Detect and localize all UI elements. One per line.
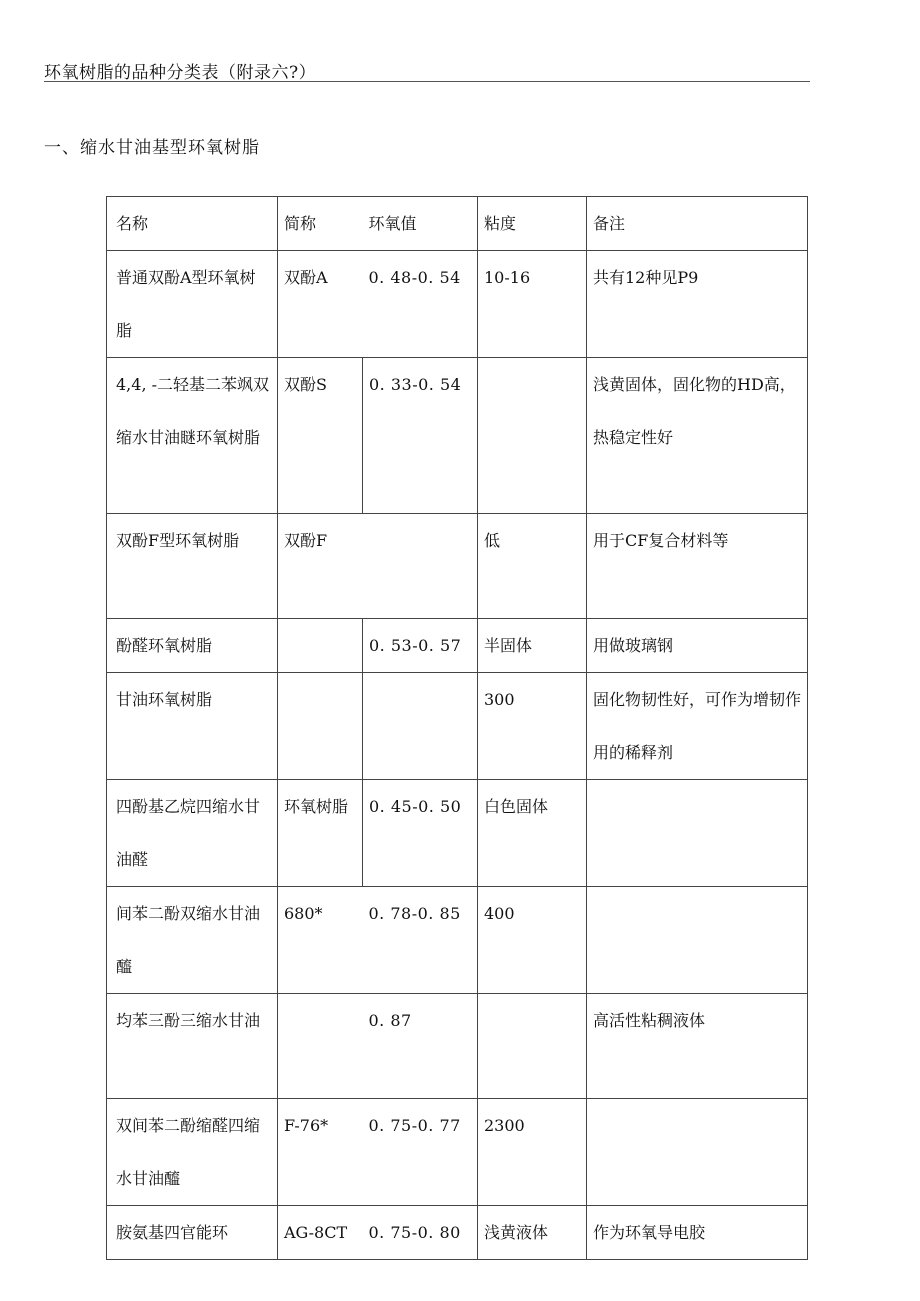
cell-viscosity	[478, 358, 587, 514]
cell-epoxy: 0. 45-0. 50	[363, 780, 478, 887]
cell-epoxy: 0. 78-0. 85	[363, 887, 478, 994]
cell-abbr	[278, 619, 363, 673]
header-note: 备注	[587, 197, 808, 251]
cell-viscosity	[478, 994, 587, 1099]
cell-abbr: AG-8CT	[278, 1206, 363, 1260]
cell-epoxy: 0. 75-0. 80	[363, 1206, 478, 1260]
cell-epoxy: 0. 75-0. 77	[363, 1099, 478, 1206]
cell-note: 高活性粘稠液体	[587, 994, 808, 1099]
table-row	[107, 673, 808, 780]
cell-name: 双酚F型环氧树脂	[107, 514, 278, 619]
cell-abbr: 环氧树脂	[278, 780, 363, 887]
cell-name: 四酚基乙烷四缩水甘油醛	[107, 780, 278, 887]
cell-name: 普通双酚A型环氧树脂	[107, 251, 278, 358]
header-name: 名称	[107, 197, 278, 251]
table-row	[107, 619, 808, 673]
table-row	[107, 514, 808, 619]
header-epoxy: 环氧值	[363, 197, 478, 251]
cell-viscosity: 半固体	[478, 619, 587, 673]
cell-abbr: 双酚F	[278, 514, 363, 619]
cell-viscosity: 2300	[478, 1099, 587, 1206]
cell-epoxy	[363, 514, 478, 619]
cell-name: 4,4, -二轻基二苯飒双缩水甘油瞇环氧树脂	[107, 358, 278, 514]
header-rule	[44, 81, 810, 82]
table-row	[107, 251, 808, 358]
cell-abbr: 双酚S	[278, 358, 363, 514]
cell-epoxy: 0. 48-0. 54	[363, 251, 478, 358]
cell-name: 均苯三酚三缩水甘油	[107, 994, 278, 1099]
cell-note: 用于CF复合材料等	[587, 514, 808, 619]
cell-abbr	[278, 673, 363, 780]
table-row	[107, 1206, 808, 1260]
cell-note	[587, 887, 808, 994]
table-row	[107, 780, 808, 887]
cell-note: 共有12种见P9	[587, 251, 808, 358]
cell-viscosity: 低	[478, 514, 587, 619]
header-viscosity: 粘度	[478, 197, 587, 251]
table-row	[107, 887, 808, 994]
table-header-row	[107, 197, 808, 251]
cell-name: 双间苯二酚缩醛四缩水甘油醯	[107, 1099, 278, 1206]
header-abbr: 简称	[278, 197, 363, 251]
cell-epoxy: 0. 87	[363, 994, 478, 1099]
cell-abbr: F-76*	[278, 1099, 363, 1206]
cell-note: 浅黄固体，固化物的HD高，热稳定性好	[587, 358, 808, 514]
cell-viscosity: 白色固体	[478, 780, 587, 887]
cell-viscosity: 400	[478, 887, 587, 994]
cell-abbr: 680*	[278, 887, 363, 994]
cell-note: 固化物韧性好，可作为增韧作用的稀释剂	[587, 673, 808, 780]
cell-name: 酚醛环氧树脂	[107, 619, 278, 673]
document-header: 环氧树脂的品种分类表（附录六?）	[44, 63, 317, 83]
cell-abbr	[278, 994, 363, 1099]
cell-viscosity: 300	[478, 673, 587, 780]
cell-note: 用做玻璃钢	[587, 619, 808, 673]
cell-note	[587, 1099, 808, 1206]
cell-name: 甘油环氧树脂	[107, 673, 278, 780]
table-row	[107, 1099, 808, 1206]
cell-note	[587, 780, 808, 887]
table-row	[107, 994, 808, 1099]
cell-epoxy	[363, 673, 478, 780]
cell-epoxy: 0. 53-0. 57	[363, 619, 478, 673]
cell-epoxy: 0. 33-0. 54	[363, 358, 478, 514]
section-title: 一、缩水甘油基型环氧树脂	[44, 138, 260, 158]
cell-viscosity: 10-16	[478, 251, 587, 358]
epoxy-resin-table	[106, 196, 808, 1260]
cell-name: 胺氨基四官能环	[107, 1206, 278, 1260]
cell-note: 作为环氧导电胶	[587, 1206, 808, 1260]
table-row	[107, 358, 808, 514]
cell-name: 间苯二酚双缩水甘油醯	[107, 887, 278, 994]
cell-viscosity: 浅黄液体	[478, 1206, 587, 1260]
cell-abbr: 双酚A	[278, 251, 363, 358]
